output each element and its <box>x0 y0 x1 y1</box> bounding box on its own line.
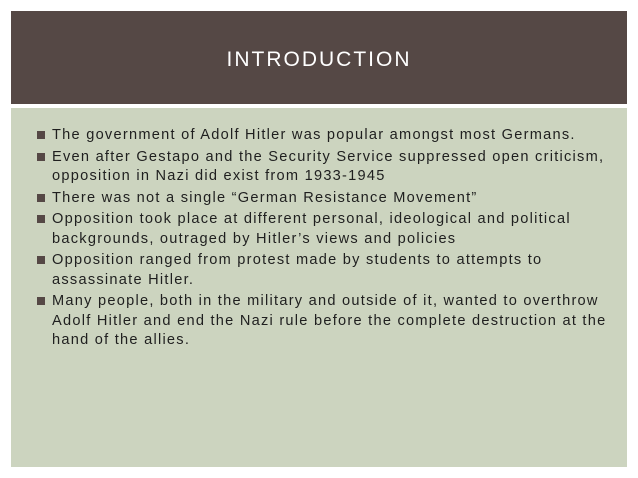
square-bullet-icon <box>37 153 45 161</box>
square-bullet-icon <box>37 256 45 264</box>
bullet-text-4: Opposition took place at different personal, ideological and political backgrounds, outraged by Hitler’s views and policies <box>52 211 571 247</box>
bullet-list <box>37 126 607 353</box>
square-bullet-icon <box>37 131 45 139</box>
bullet-item-6 <box>37 292 607 351</box>
bullet-text-6: Many people, both in the military and outside of it, wanted to overthrow Adolf Hitler and end the Nazi rule before the complete destruction at the hand of the allies. <box>52 293 607 348</box>
bullet-item-3 <box>37 189 607 209</box>
square-bullet-icon <box>37 297 45 305</box>
content-panel <box>11 108 627 467</box>
square-bullet-icon <box>37 215 45 223</box>
bullet-item-2 <box>37 148 607 187</box>
bullet-text-3: There was not a single “German Resistance Movement” <box>52 189 478 206</box>
bullet-item-1 <box>37 126 607 146</box>
bullet-text-5: Opposition ranged from protest made by students to attempts to assassinate Hitler. <box>52 252 543 288</box>
title-bar <box>11 11 627 104</box>
bullet-item-4 <box>37 210 607 249</box>
slide-title: INTRODUCTION <box>226 47 412 71</box>
bullet-text-2: Even after Gestapo and the Security Service suppressed open criticism, opposition in Nazi did exist from 1933-1945 <box>52 148 605 184</box>
bullet-text-1: The government of Adolf Hitler was popular amongst most Germans. <box>52 127 576 143</box>
bullet-item-5 <box>37 251 607 290</box>
square-bullet-icon <box>37 194 45 202</box>
